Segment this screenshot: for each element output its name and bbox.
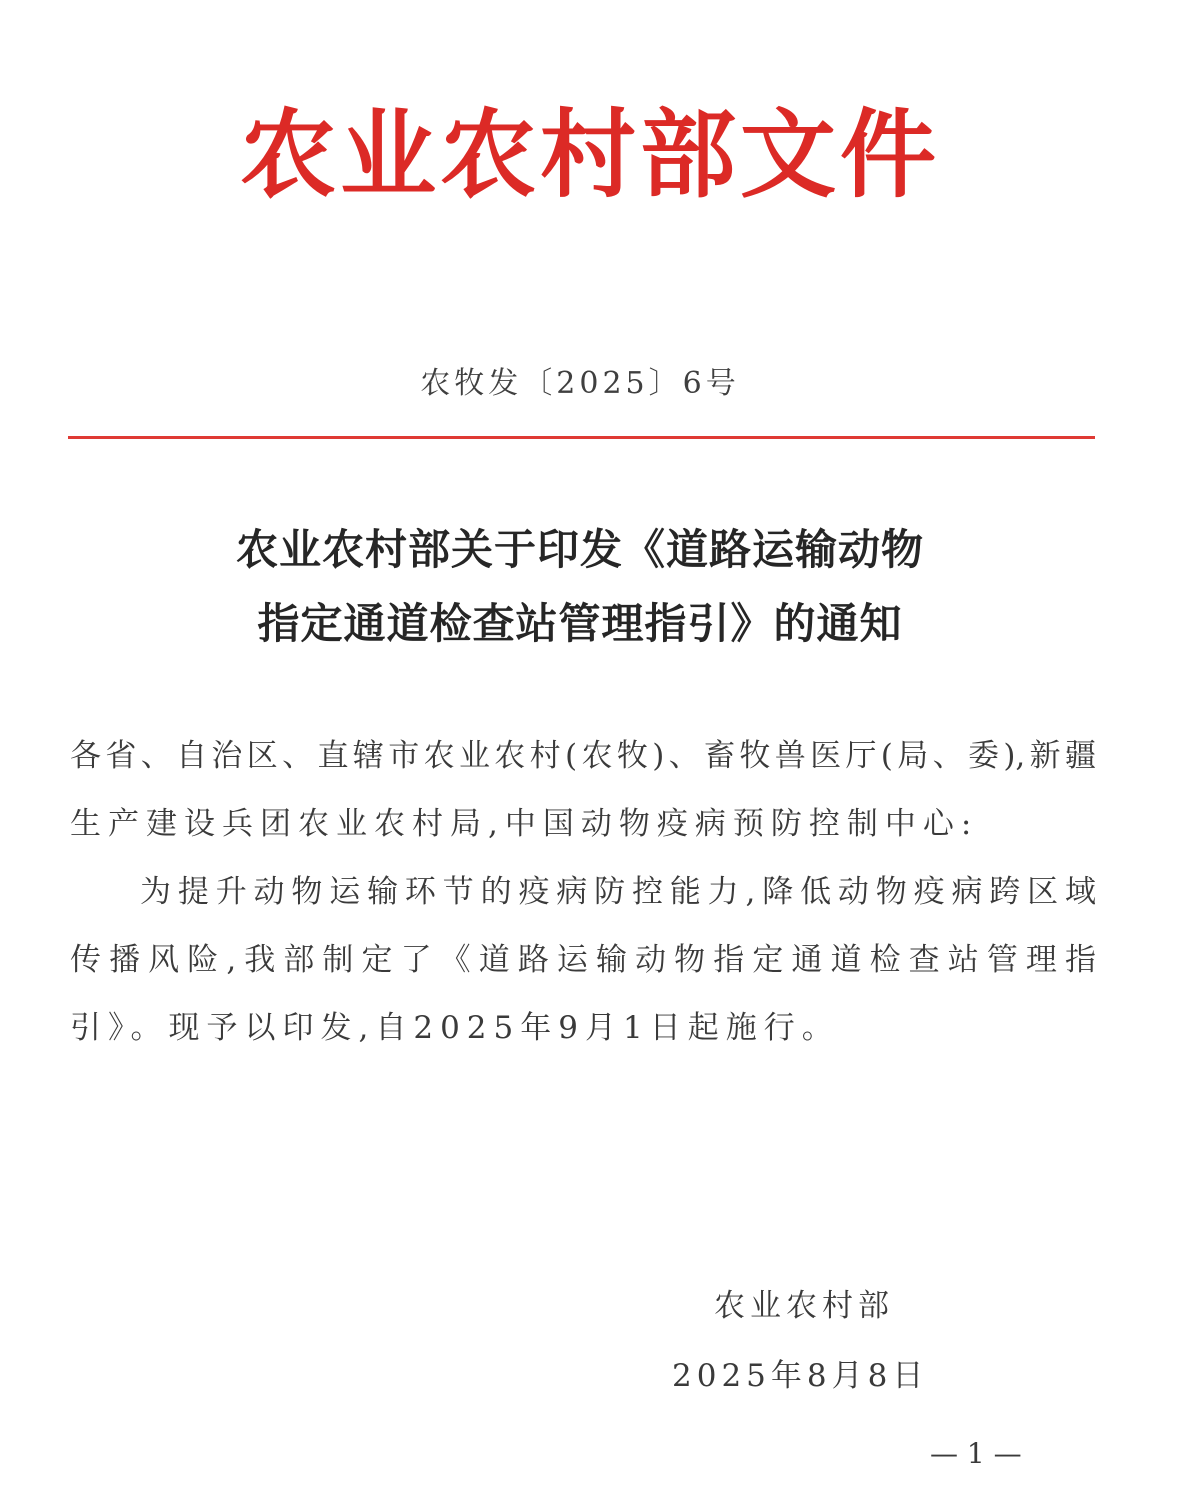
notice-title-line-1: 农业农村部关于印发《道路运输动物 — [235, 525, 924, 574]
addressee-line-2: 生产建设兵团农业农村局,中国动物疫病预防控制中心: — [70, 806, 979, 842]
notice-title — [0, 513, 1160, 661]
paragraph-line-1: 为提升动物运输环节的疫病防控能力,降低动物疫病跨区域 — [140, 874, 1096, 910]
document-number: 农牧发〔2025〕6号 — [420, 366, 740, 401]
notice-body — [70, 722, 1096, 1062]
addressee-line-1: 各省、自治区、直辖市农业农村(农牧)、畜牧兽医厅(局、委),新疆 — [70, 738, 1096, 774]
red-divider-line — [68, 436, 1095, 439]
notice-title-line-2: 指定通道检查站管理指引》的通知 — [257, 599, 903, 648]
signature-date: 2025年8月8日 — [672, 1358, 929, 1394]
page-number: — 1 — — [930, 1437, 1022, 1470]
paragraph-line-2: 传播风险,我部制定了《道路运输动物指定通道检查站管理指 — [70, 942, 1096, 978]
paragraph-line-3: 引》。现予以印发,自2025年9月1日起施行。 — [70, 1010, 840, 1046]
document-header-title: 农业农村部文件 — [240, 98, 940, 211]
signature-organization: 农业农村部 — [714, 1288, 894, 1324]
